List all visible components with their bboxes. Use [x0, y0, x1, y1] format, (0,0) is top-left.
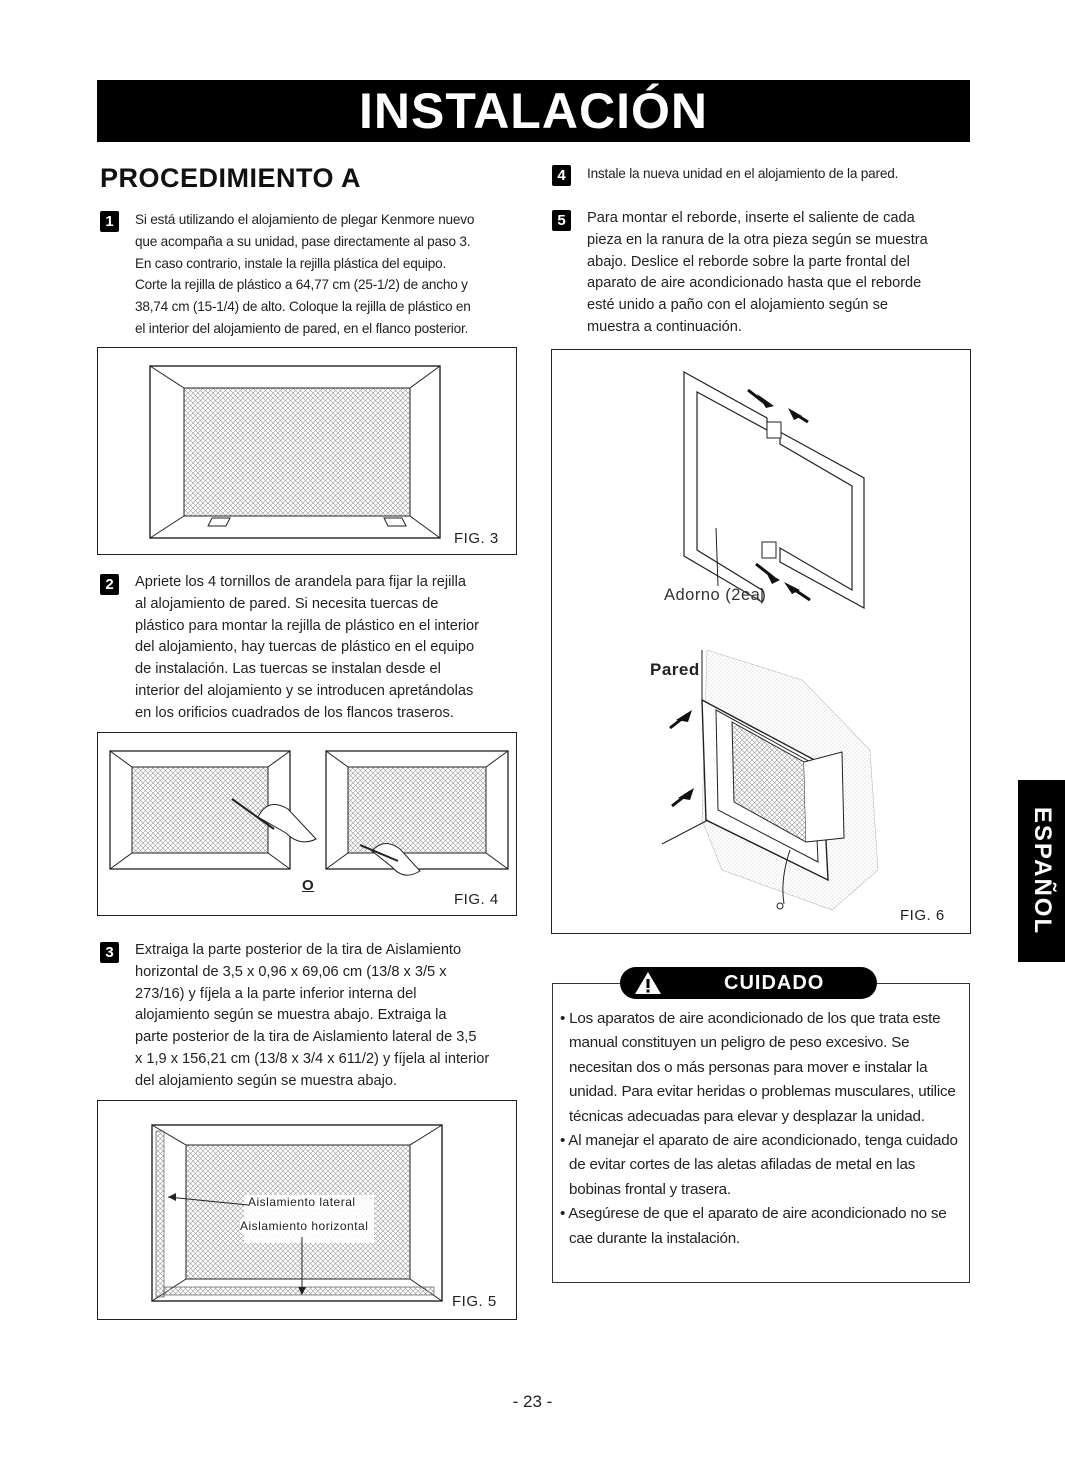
- figure-label: FIG. 4: [454, 891, 499, 908]
- housing-right: [326, 751, 508, 875]
- step-number: 3: [100, 942, 119, 963]
- figure-3: [97, 347, 517, 555]
- step-text: Apriete los 4 tornillos de arandela para fijar la rejilla al alojamiento de pared. Si necesita tuercas de plástico para montar la rejilla de plástico en el interior del alojamiento, hay tuercas de plástico en el equipo de instalación. Las tuercas se instalan desde el interior del alojamiento y se introducen apretándolas en los orificios cuadrados de los flancos traseros.: [135, 574, 479, 721]
- step-text: Para montar el reborde, inserte el saliente de cada pieza en la ranura de la otra pieza según se muestra abajo. Deslice el reborde sobre la parte frontal del aparato de aire acondicionado hasta que el reborde esté unido a paño con el alojamiento según se muestra a continuación.: [587, 210, 928, 335]
- trim-label: Adorno (2ea): [664, 586, 767, 604]
- caution-header: [620, 967, 877, 999]
- step-text: Extraiga la parte posterior de la tira de Aislamiento horizontal de 3,5 x 0,96 x 69,06 cm (13/8 x 3/5 x 273/16) y fíjela a la parte inferior interna del alojamiento según se muestra abajo. Extraiga la parte posterior de la tira de Aislamiento lateral de 3,5 x 1,9 x 156,21 cm (13/8 x 3/4 x 611/2) y fíjela al interior del alojamiento según se muestra abajo.: [135, 942, 490, 1089]
- figure-5: [97, 1100, 517, 1320]
- trim-frame: [684, 372, 864, 608]
- caution-item: • Asegúrese de que el aparato de aire acondicionado no se cae durante la instalación.: [560, 1205, 947, 1247]
- insulation-horizontal-label: Aislamiento horizontal: [240, 1219, 369, 1233]
- caution-title: CUIDADO: [724, 972, 825, 994]
- page-banner: INSTALACIÓN: [97, 80, 970, 142]
- housing-left: [110, 751, 316, 869]
- figure-label: FIG. 5: [452, 1293, 497, 1310]
- language-tab-label: ESPAÑOL: [1028, 806, 1056, 936]
- insulation-drawing: [98, 1101, 518, 1321]
- trim-mounting-drawing: [552, 350, 972, 935]
- language-tab: [1018, 780, 1065, 962]
- caution-list: [560, 1007, 962, 1251]
- step-number: 5: [552, 210, 571, 231]
- page-number: - 23 -: [512, 1392, 553, 1411]
- grille-housing-drawing: [98, 348, 518, 556]
- section-title: PROCEDIMIENTO A: [100, 163, 362, 193]
- figure-6: [551, 349, 971, 934]
- step-text: Si está utilizando el alojamiento de plegar Kenmore nuevo que acompaña a su unidad, pase directamente al paso 3. En caso contrario, instale la rejilla plástica del equipo. Corte la rejilla de plástico a 64,77 cm (25-1/2) de ancho y 38,74 cm (15-1/4) de alto. Coloque la rejilla de plástico en el interior del alojamiento de pared, en el flanco posterior.: [135, 212, 475, 336]
- caution-item: • Los aparatos de aire acondicionado de los que trata este manual constituyen un peligro de peso excesivo. Se necesitan dos o más personas para mover e instalar la unidad. Para evitar heridas o problemas musculares, utilice técnicas adecuadas para elevar y desplazar la unidad.: [560, 1010, 956, 1125]
- step-number: 2: [100, 574, 119, 595]
- insulation-lateral-label: Aislamiento lateral: [248, 1195, 356, 1209]
- step-text: Instale la nueva unidad en el alojamiento de la pared.: [587, 166, 899, 181]
- or-label: O: [302, 877, 315, 894]
- wall-label: Pared: [650, 660, 700, 679]
- step-number: 4: [552, 165, 571, 186]
- warning-icon: [634, 971, 662, 995]
- wall-unit: [662, 650, 878, 910]
- figure-label: FIG. 3: [454, 530, 499, 547]
- figure-4: [97, 732, 517, 916]
- step-number: 1: [100, 211, 119, 232]
- caution-item: • Al manejar el aparato de aire acondicionado, tenga cuidado de evitar cortes de las aletas afiladas de metal en las bobinas frontal y trasera.: [560, 1132, 958, 1198]
- figure-label: FIG. 6: [900, 907, 945, 924]
